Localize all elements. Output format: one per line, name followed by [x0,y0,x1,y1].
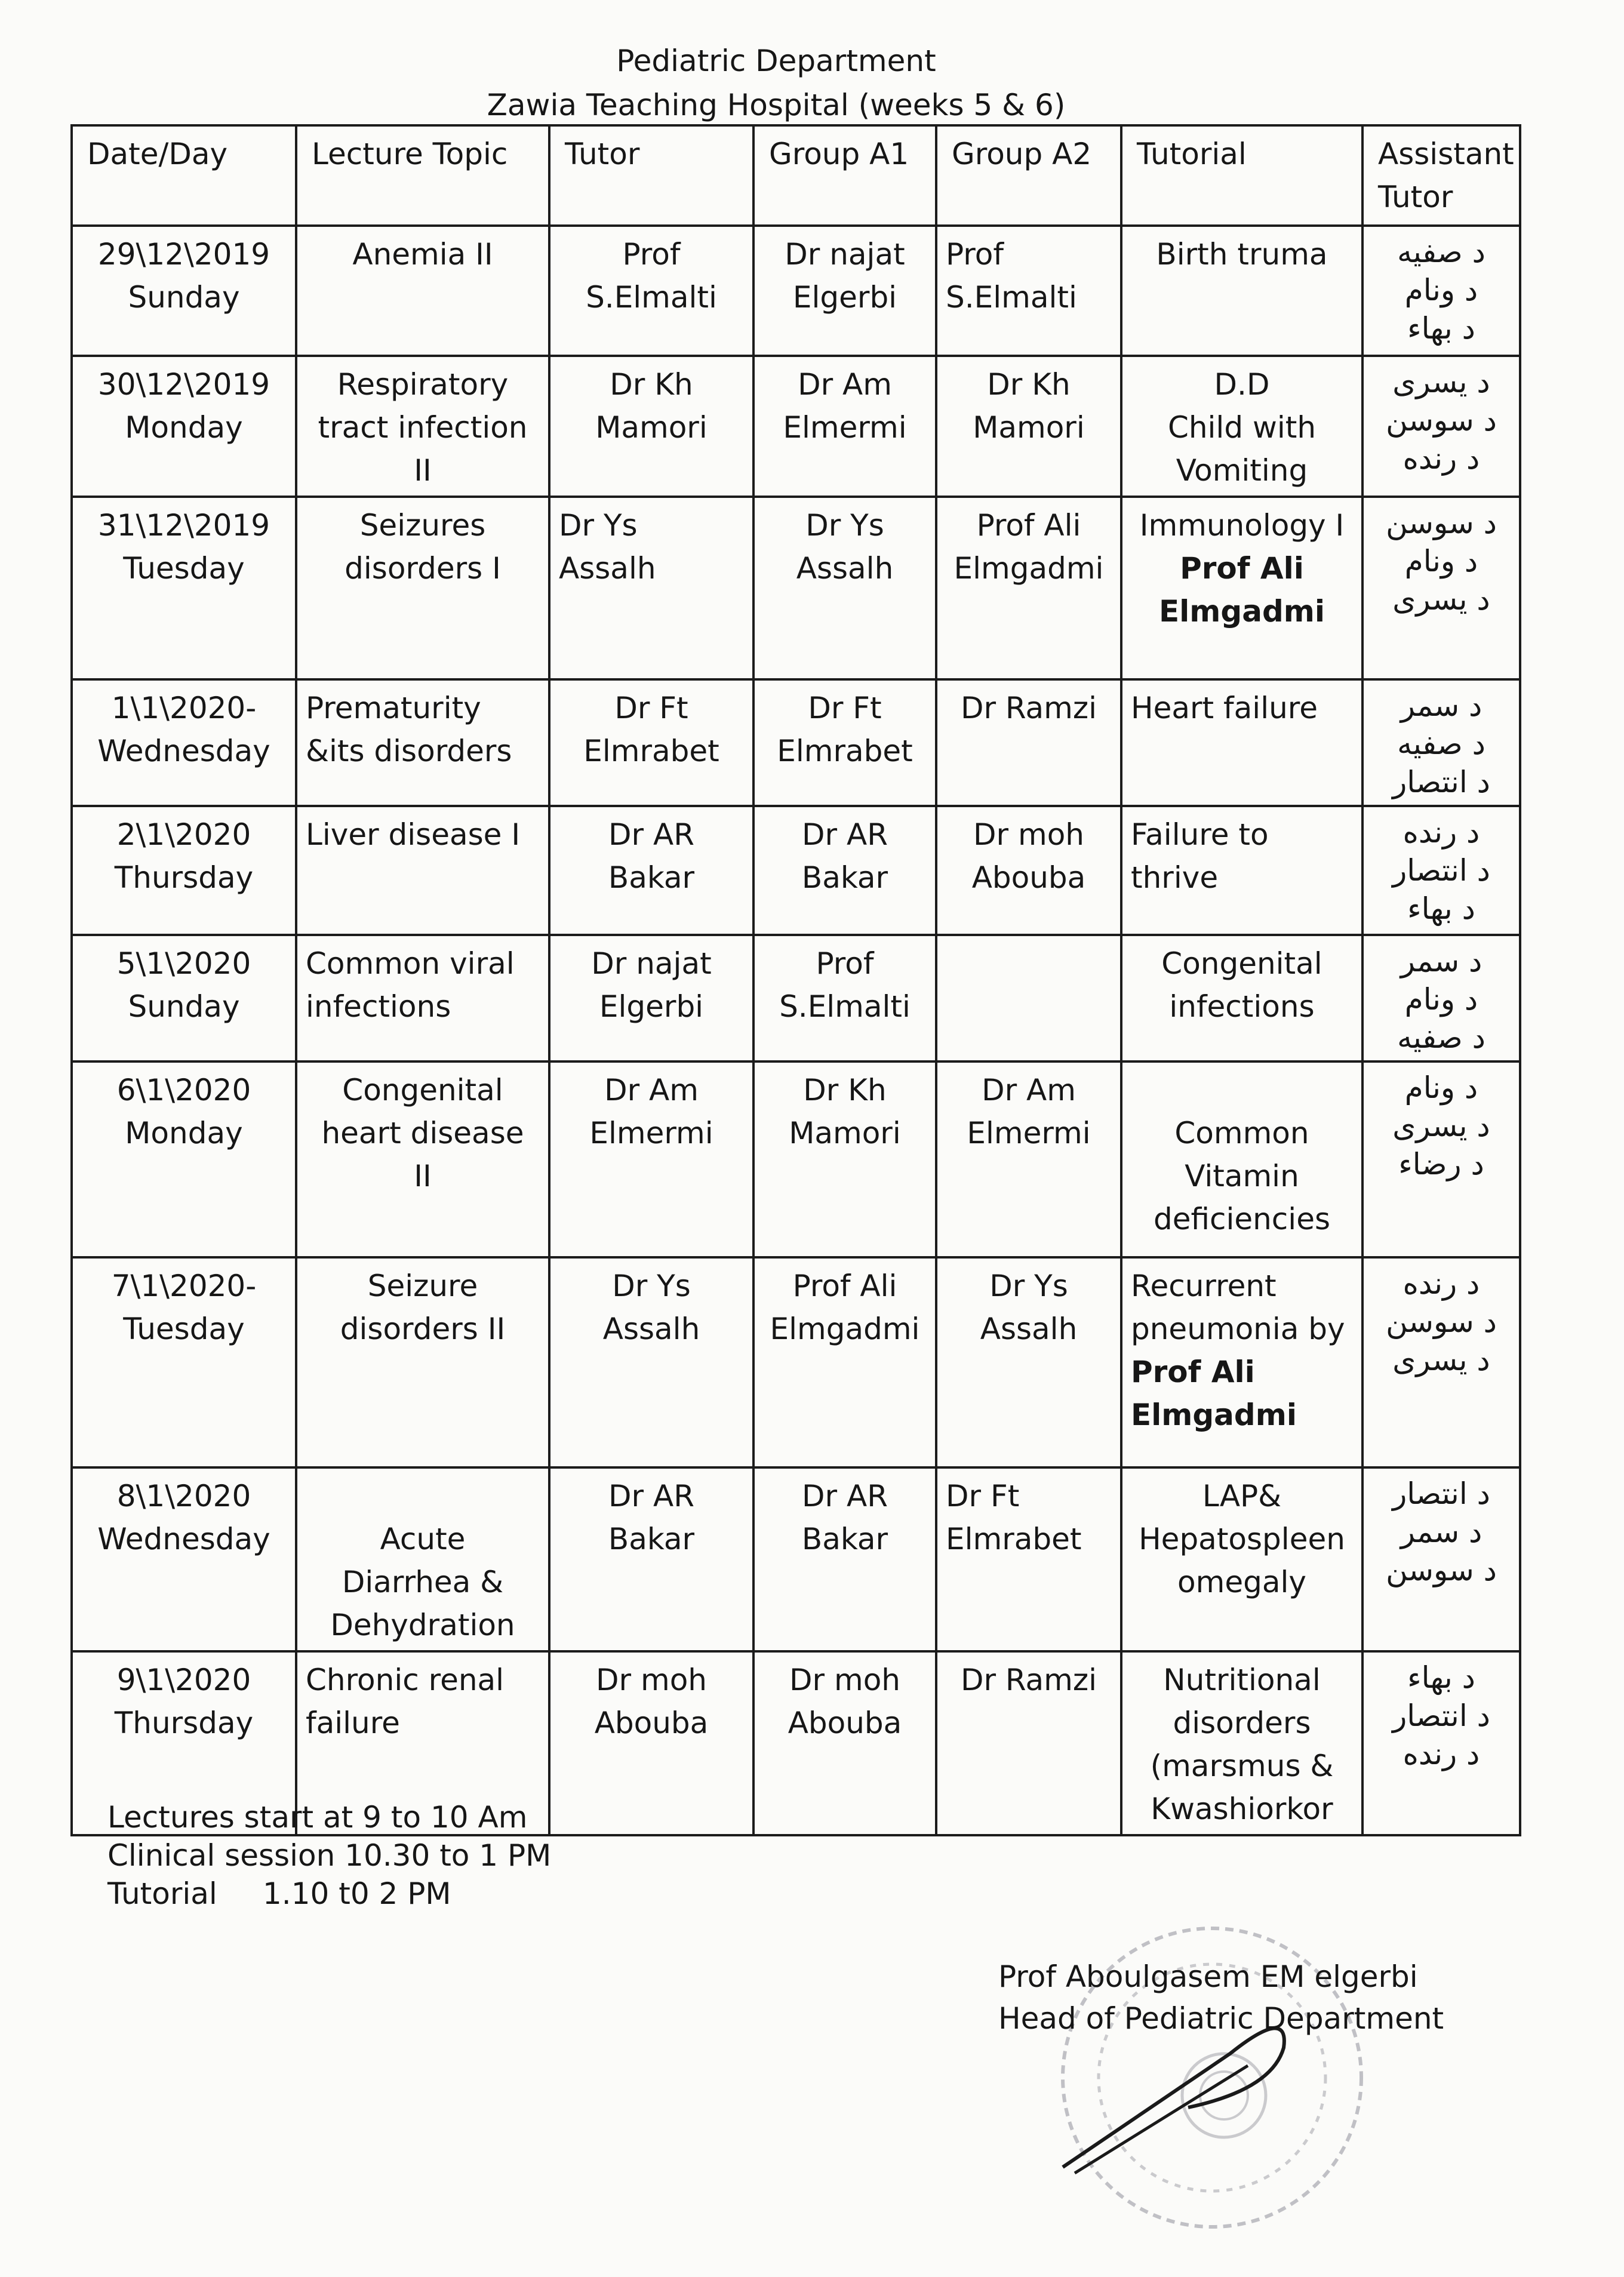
assistants-line: د سوسن [1386,1553,1497,1587]
day-text: Monday [125,410,243,445]
group-a1-cell [753,356,936,497]
assistants-line: د ونام [1404,544,1478,579]
group-a1-cell [753,1651,936,1835]
a1-line: Dr Am [798,367,892,402]
tutorial-line: D.D [1214,367,1270,402]
assistants-line: د صفيه [1397,1020,1485,1055]
tutorial-cell [1121,679,1362,806]
tutor-line: Mamori [595,410,708,445]
assistant-cell [1362,679,1520,806]
a2-line: Dr Ft [946,1479,1020,1513]
a1-line: Dr moh [789,1663,900,1697]
tutorial-cell [1121,1061,1362,1257]
assistants-line: د انتصار [1392,853,1490,888]
table-row [72,1257,1520,1467]
topic-line: &its disorders [306,734,512,768]
a1-line: Dr najat [785,237,905,272]
assistants-line: د صفيه [1397,727,1485,761]
col-date-header: Date/Day [72,125,296,226]
a1-line: Elmermi [783,410,907,445]
assistants-line: د ونام [1404,982,1478,1017]
day-text: Sunday [128,280,240,315]
day-text: Tuesday [123,551,245,586]
a1-line: S.Elmalti [779,989,911,1024]
a2-line: Mamori [973,410,1085,445]
assistants-line: د سمر [1400,688,1482,723]
assistants-line: د يسرى [1392,1109,1490,1143]
header-row [72,125,1520,226]
tutorial-line: Kwashiorkor [1151,1792,1333,1826]
topic-line: Seizures [359,508,486,543]
col-assistant-header: Assistant Tutor [1362,125,1520,226]
a2-line: Elmermi [967,1116,1091,1150]
tutor-line: Dr Kh [610,367,693,402]
a1-line: Bakar [801,860,888,895]
a1-line: Dr AR [802,817,888,852]
tutor-line: Dr AR [608,1479,694,1513]
a1-line: Elmgadmi [770,1312,920,1346]
assistant-cell [1362,1651,1520,1835]
date-text: 31\12\2019 [97,508,270,543]
topic-cell [296,1061,549,1257]
topic-cell [296,1467,549,1651]
a2-line: Elmgadmi [954,551,1104,586]
day-text: Sunday [128,989,240,1024]
a1-line: Mamori [789,1116,901,1150]
date-cell [72,1467,296,1651]
group-a2-cell [936,935,1121,1061]
assistants-line: د بهاء [1407,311,1475,346]
tutor-line: Dr Ys [612,1269,691,1303]
assistants-line: د ونام [1404,1070,1478,1105]
tutor-line: Prof [622,237,681,272]
topic-cell [296,679,549,806]
assistants-line: د سوسن [1386,506,1497,540]
a1-line: Abouba [788,1706,902,1740]
group-a1-cell [753,935,936,1061]
date-cell [72,1257,296,1467]
tutor-cell [549,806,753,935]
a1-line: Assalh [796,551,894,586]
date-text: 1\1\2020- [111,691,257,725]
session-times [107,1798,551,1913]
col-topic-header: Lecture Topic [296,125,549,226]
tutor-line: Assalh [559,551,656,586]
date-cell [72,1061,296,1257]
assistant-cell [1362,497,1520,679]
tutorial-line: Common [1174,1116,1309,1150]
assistants-line: د يسرى [1392,365,1490,399]
tutorial-line: LAP& [1202,1479,1282,1513]
day-text: Thursday [114,1706,254,1740]
tutorial-line: omegaly [1177,1565,1306,1599]
topic-cell [296,497,549,679]
tutor-cell [549,1467,753,1651]
assistants-line: د سوسن [1386,1304,1497,1339]
topic-line: failure [306,1706,400,1740]
tutor-line: Dr najat [591,946,712,981]
day-text: Thursday [114,860,254,895]
group-a2-cell [936,1651,1121,1835]
assistants-line: د رنده [1402,815,1480,850]
tutor-cell [549,356,753,497]
tutor-line: Dr moh [596,1663,707,1697]
tutorial-line: Immunology I [1139,508,1345,543]
a2-line: Prof Ali [976,508,1081,543]
assistant-cell [1362,935,1520,1061]
tutorial-line: deficiencies [1153,1202,1331,1236]
page-title: Pediatric Department [616,44,936,78]
tutorial-line: Vomiting [1176,453,1308,488]
assistants-line: د يسرى [1392,1343,1490,1377]
signatory-name: Prof Aboulgasem EM elgerbi [998,1959,1418,1994]
a1-line: Prof Ali [792,1269,897,1303]
tutorial-line: infections [1169,989,1315,1024]
assistants-line: د ونام [1404,273,1478,307]
assistants-line: د انتصار [1392,1476,1490,1511]
a2-line: S.Elmalti [946,280,1077,315]
table-row [72,679,1520,806]
group-a1-cell [753,1467,936,1651]
tutor-cell [549,497,753,679]
tutor-cell [549,1061,753,1257]
table-row [72,356,1520,497]
tutor-line: Assalh [602,1312,700,1346]
topic-cell [296,356,549,497]
day-text: Wednesday [97,1522,270,1556]
assistants-line: د انتصار [1392,1698,1490,1733]
a1-line: Dr Ys [805,508,884,543]
assistant-cell [1362,1257,1520,1467]
day-text: Monday [125,1116,243,1150]
assistants-line: د رنده [1402,1737,1480,1771]
date-text: 9\1\2020 [116,1663,251,1697]
tutorial-presenter-line: Elmgadmi [1159,594,1325,629]
tutorial-line: Congenital [1161,946,1322,981]
tutorial-presenter-line: Prof Ali [1131,1355,1255,1389]
col-group-a1-header: Group A1 [753,125,936,226]
assistants-line: د يسرى [1392,582,1490,617]
assistants-line: د بهاء [1407,1660,1475,1695]
tutor-line: Dr Am [604,1073,699,1107]
table-row [72,806,1520,935]
tutor-cell [549,679,753,806]
a2-line: Dr Am [982,1073,1076,1107]
topic-line: Anemia II [352,237,493,272]
a2-line: Dr Ys [989,1269,1068,1303]
topic-line: Diarrhea & [342,1565,504,1599]
page-subtitle: Zawia Teaching Hospital (weeks 5 & 6) [487,88,1066,122]
col-tutorial-header: Tutorial [1121,125,1362,226]
tutorial-presenter-line: Elmgadmi [1131,1398,1297,1432]
a2-line: Prof [946,237,1004,272]
schedule-table [70,124,1521,1836]
signatory-title: Head of Pediatric Department [998,2001,1444,2036]
topic-cell [296,226,549,356]
date-cell [72,497,296,679]
group-a2-cell [936,806,1121,935]
assistants-line: د بهاء [1407,891,1475,926]
a1-line: Dr Ft [808,691,882,725]
date-text: 6\1\2020 [116,1073,251,1107]
tutorial-line: pneumonia by [1131,1312,1345,1346]
topic-line: Acute [380,1522,466,1556]
date-cell [72,679,296,806]
group-a1-cell [753,226,936,356]
clinical-time-note: Clinical session 10.30 to 1 PM [107,1838,552,1873]
topic-line: disorders II [340,1312,506,1346]
a2-line: Assalh [980,1312,1078,1346]
group-a1-cell [753,497,936,679]
tutor-cell [549,1651,753,1835]
tutor-line: Elmrabet [583,734,719,768]
tutorial-line: Nutritional [1163,1663,1321,1697]
tutorial-cell [1121,356,1362,497]
assistant-cell [1362,226,1520,356]
a2-line: Abouba [971,860,1086,895]
tutorial-cell [1121,1467,1362,1651]
group-a2-cell [936,1257,1121,1467]
tutorial-time-note [107,1875,551,1913]
schedule-body [72,226,1520,1835]
tutorial-cell [1121,1257,1362,1467]
a2-line: Dr moh [973,817,1084,852]
topic-line: Prematurity [306,691,481,725]
topic-cell [296,1257,549,1467]
topic-line: II [414,453,432,488]
tutor-line: Bakar [608,860,695,895]
a2-line: Dr Kh [987,367,1071,402]
group-a2-cell [936,497,1121,679]
tutor-line: Bakar [608,1522,695,1556]
col-group-a2-header: Group A2 [936,125,1121,226]
tutor-line: Abouba [594,1706,709,1740]
a1-line: Elmrabet [777,734,913,768]
topic-cell [296,935,549,1061]
assistant-cell [1362,806,1520,935]
tutorial-line: disorders [1173,1706,1311,1740]
assistants-line: د سمر [1400,1515,1482,1549]
tutorial-cell [1121,806,1362,935]
tutorial-line: Birth truma [1156,237,1328,272]
assistant-cell [1362,1061,1520,1257]
date-text: 2\1\2020 [116,817,251,852]
topic-line: II [414,1159,432,1193]
topic-line: Common viral [306,946,515,981]
group-a2-cell [936,1061,1121,1257]
topic-line: Respiratory [337,367,509,402]
date-text: 30\12\2019 [97,367,270,402]
table-row [72,1467,1520,1651]
topic-line: Seizure [367,1269,478,1303]
a1-line: Elgerbi [792,280,897,315]
tutorial-line: Hepatospleen [1139,1522,1345,1556]
a1-line: Dr Kh [803,1073,887,1107]
tutor-line: Dr Ft [614,691,688,725]
topic-cell [296,806,549,935]
group-a2-cell [936,226,1121,356]
a1-line: Prof [816,946,874,981]
topic-line: Congenital [342,1073,503,1107]
group-a1-cell [753,806,936,935]
tutorial-time-label: Tutorial [107,1876,217,1911]
date-cell [72,356,296,497]
tutor-line: Elmermi [589,1116,713,1150]
assistants-line: د رضاء [1398,1147,1484,1181]
tutor-line: Dr AR [608,817,694,852]
signature-block [998,1956,1444,2039]
tutor-cell [549,1257,753,1467]
tutor-line: Elgerbi [599,989,704,1024]
date-text: 5\1\2020 [116,946,251,981]
tutor-line: S.Elmalti [586,280,717,315]
group-a1-cell [753,1061,936,1257]
tutorial-line: Recurrent [1131,1269,1277,1303]
tutorial-line: Child with [1167,410,1317,445]
group-a2-cell [936,679,1121,806]
topic-line: tract infection [318,410,528,445]
date-text: 29\12\2019 [97,237,270,272]
group-a1-cell [753,1257,936,1467]
group-a1-cell [753,679,936,806]
date-cell [72,226,296,356]
lecture-time-note: Lectures start at 9 to 10 Am [107,1800,528,1835]
table-row [72,935,1520,1061]
tutorial-line: (marsmus & [1150,1749,1334,1783]
date-cell [72,935,296,1061]
tutor-line: Dr Ys [559,508,638,543]
table-row [72,226,1520,356]
a2-line: Dr Ramzi [960,691,1097,725]
date-text: 8\1\2020 [116,1479,251,1513]
tutor-cell [549,935,753,1061]
tutorial-cell [1121,497,1362,679]
tutorial-line: Vitamin [1185,1159,1299,1193]
date-cell [72,806,296,935]
a1-line: Bakar [801,1522,888,1556]
tutorial-line: thrive [1131,860,1219,895]
assistants-line: د سوسن [1386,403,1497,438]
topic-line: Dehydration [330,1608,515,1642]
topic-line: Liver disease I [306,817,521,852]
group-a2-cell [936,356,1121,497]
a2-line: Elmrabet [946,1522,1082,1556]
table-row [72,1061,1520,1257]
col-tutor-header: Tutor [549,125,753,226]
tutorial-cell [1121,935,1362,1061]
tutorial-cell [1121,226,1362,356]
assistants-line: د سمر [1400,944,1482,979]
assistant-cell [1362,1467,1520,1651]
tutorial-time-value: 1.10 t0 2 PM [263,1876,451,1911]
assistants-line: د رنده [1402,441,1480,476]
topic-line: disorders I [345,551,501,586]
table-row [72,497,1520,679]
tutorial-line: Failure to [1131,817,1269,852]
topic-line: Chronic renal [306,1663,505,1697]
date-text: 7\1\2020- [111,1269,257,1303]
assistant-cell [1362,356,1520,497]
assistants-line: د صفيه [1397,235,1485,269]
tutor-cell [549,226,753,356]
day-text: Wednesday [97,734,270,768]
group-a2-cell [936,1467,1121,1651]
tutorial-presenter-line: Prof Ali [1180,551,1304,586]
tutorial-cell [1121,1651,1362,1835]
tutorial-line: Heart failure [1131,691,1318,725]
topic-line: heart disease [321,1116,524,1150]
a1-line: Dr AR [802,1479,888,1513]
day-text: Tuesday [123,1312,245,1346]
assistants-line: د انتصار [1392,765,1490,799]
assistants-line: د رنده [1402,1266,1480,1301]
topic-line: infections [306,989,451,1024]
a2-line: Dr Ramzi [960,1663,1097,1697]
